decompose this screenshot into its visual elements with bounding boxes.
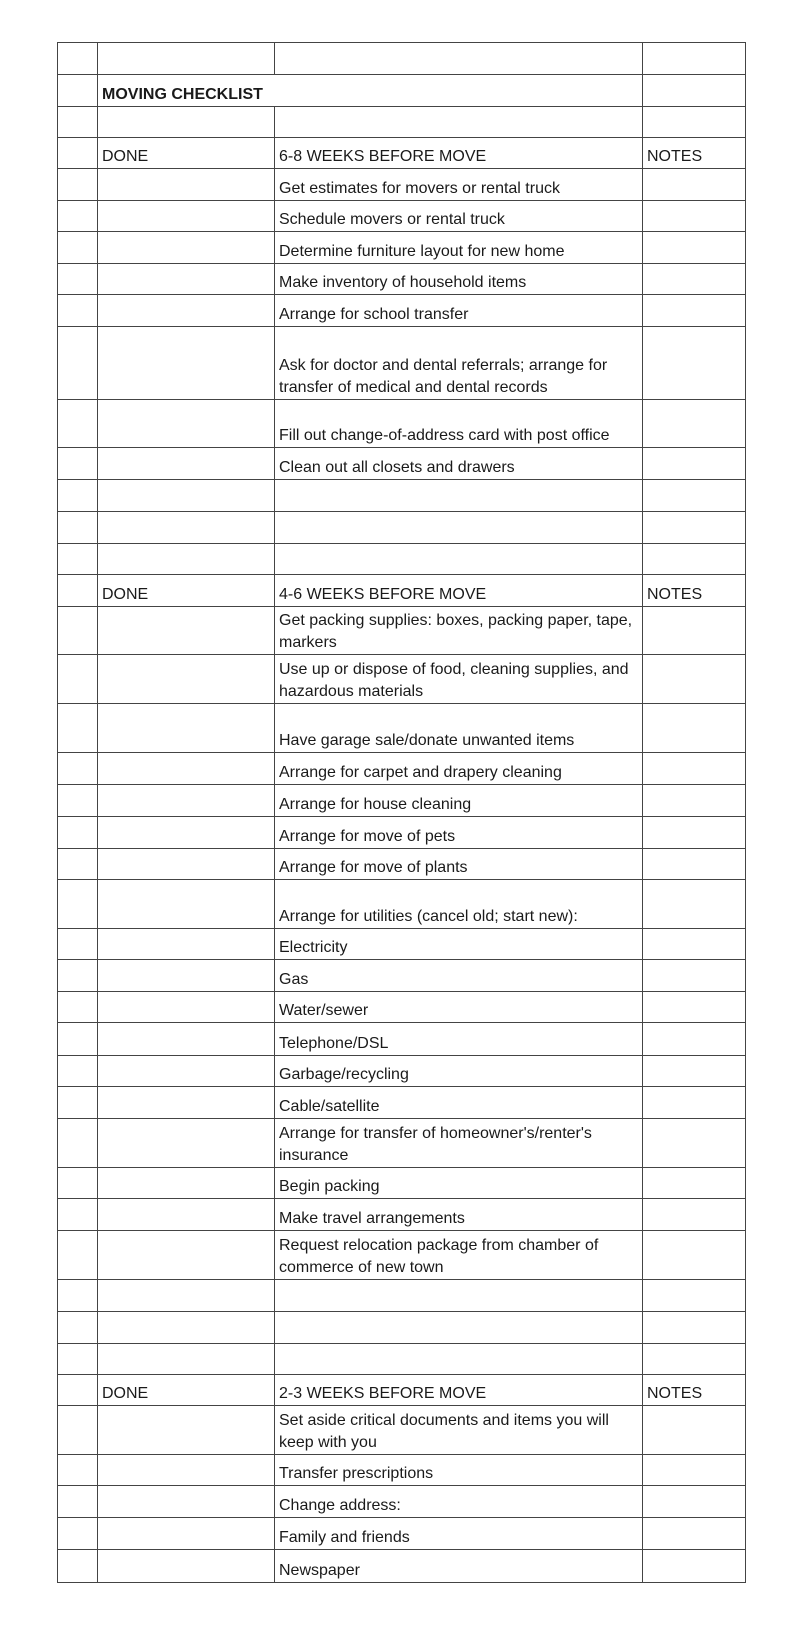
done-checkbox-cell[interactable] [98,607,275,655]
notes-cell[interactable] [643,1023,746,1056]
done-checkbox-cell[interactable] [98,1455,275,1486]
row-marker-cell [58,992,98,1023]
table-row [58,704,746,753]
notes-cell [643,75,746,107]
row-marker-cell [58,480,98,512]
section-header-row [58,575,746,607]
table-row [58,817,746,849]
done-checkbox-cell[interactable] [98,785,275,817]
task-text: Gas [275,960,643,992]
row-marker-cell [58,704,98,753]
row-marker-cell [58,327,98,400]
done-checkbox-cell [98,1344,275,1375]
table-row [58,264,746,295]
done-column-header: DONE [98,1375,275,1406]
task-text: Arrange for move of plants [275,849,643,880]
task-text: Telephone/DSL [275,1023,643,1056]
notes-column-header: NOTES [643,1375,746,1406]
table-row [58,1518,746,1550]
done-checkbox-cell[interactable] [98,753,275,785]
task-text: Water/sewer [275,992,643,1023]
row-marker-cell [58,960,98,992]
notes-cell [643,43,746,75]
notes-cell[interactable] [643,704,746,753]
row-marker-cell [58,817,98,849]
row-marker-cell [58,1550,98,1583]
row-marker-cell [58,1518,98,1550]
row-marker-cell [58,849,98,880]
done-checkbox-cell[interactable] [98,817,275,849]
table-row [58,1087,746,1119]
table-row [58,960,746,992]
table-row [58,43,746,75]
row-marker-cell [58,43,98,75]
notes-cell[interactable] [643,1168,746,1199]
section-header-row [58,138,746,169]
table-row [58,232,746,264]
notes-cell[interactable] [643,1056,746,1087]
done-checkbox-cell[interactable] [98,264,275,295]
notes-cell[interactable] [643,929,746,960]
table-row [58,1280,746,1312]
done-column-header: DONE [98,138,275,169]
notes-cell[interactable] [643,1486,746,1518]
task-text: Arrange for house cleaning [275,785,643,817]
row-marker-cell [58,1375,98,1406]
task-text: Garbage/recycling [275,1056,643,1087]
task-text: Get packing supplies: boxes, packing paper, tape, markers [275,607,643,655]
done-checkbox-cell[interactable] [98,448,275,480]
done-checkbox-cell[interactable] [98,1087,275,1119]
task-text: Electricity [275,929,643,960]
task-text: Arrange for carpet and drapery cleaning [275,753,643,785]
done-checkbox-cell[interactable] [98,1119,275,1168]
table-row [58,201,746,232]
row-marker-cell [58,929,98,960]
notes-cell [643,480,746,512]
task-text [275,43,643,75]
row-marker-cell [58,1087,98,1119]
done-checkbox-cell [98,43,275,75]
table-row [58,880,746,929]
done-checkbox-cell[interactable] [98,1168,275,1199]
done-checkbox-cell[interactable] [98,1486,275,1518]
row-marker-cell [58,1231,98,1280]
notes-cell[interactable] [643,817,746,849]
table-row [58,295,746,327]
section-header-row [58,1375,746,1406]
notes-cell[interactable] [643,169,746,201]
notes-cell[interactable] [643,232,746,264]
notes-cell[interactable] [643,400,746,448]
done-checkbox-cell[interactable] [98,327,275,400]
notes-cell [643,1312,746,1344]
task-text [275,480,643,512]
task-text: Begin packing [275,1168,643,1199]
row-marker-cell [58,753,98,785]
task-text: Family and friends [275,1518,643,1550]
table-row [58,480,746,512]
notes-cell[interactable] [643,1406,746,1455]
task-text: Arrange for utilities (cancel old; start new): [275,880,643,929]
title-row [58,75,746,107]
notes-cell [643,544,746,575]
table-row [58,655,746,704]
notes-column-header: NOTES [643,575,746,607]
row-marker-cell [58,1023,98,1056]
row-marker-cell [58,1168,98,1199]
table-row [58,512,746,544]
notes-cell[interactable] [643,264,746,295]
notes-cell[interactable] [643,960,746,992]
notes-cell[interactable] [643,655,746,704]
table-row [58,448,746,480]
row-marker-cell [58,1199,98,1231]
row-marker-cell [58,232,98,264]
notes-cell [643,1280,746,1312]
notes-cell[interactable] [643,607,746,655]
done-checkbox-cell[interactable] [98,1231,275,1280]
table-row [58,107,746,138]
row-marker-cell [58,400,98,448]
task-text: Make inventory of household items [275,264,643,295]
table-row [58,929,746,960]
table-row [58,1056,746,1087]
task-text [275,1344,643,1375]
task-text [275,1312,643,1344]
done-checkbox-cell[interactable] [98,400,275,448]
notes-cell[interactable] [643,448,746,480]
notes-cell [643,1344,746,1375]
moving-checklist-table [57,42,746,1583]
task-text [275,1280,643,1312]
table-row [58,1119,746,1168]
done-checkbox-cell[interactable] [98,992,275,1023]
table-row [58,169,746,201]
done-checkbox-cell[interactable] [98,1023,275,1056]
row-marker-cell [58,448,98,480]
row-marker-cell [58,1056,98,1087]
done-checkbox-cell[interactable] [98,232,275,264]
row-marker-cell [58,544,98,575]
task-text: Set aside critical documents and items you will keep with you [275,1406,643,1455]
done-checkbox-cell[interactable] [98,1406,275,1455]
notes-cell[interactable] [643,1455,746,1486]
task-text: Use up or dispose of food, cleaning supplies, and hazardous materials [275,655,643,704]
table-row [58,1023,746,1056]
notes-cell[interactable] [643,1550,746,1583]
notes-cell[interactable] [643,849,746,880]
done-checkbox-cell[interactable] [98,655,275,704]
task-text [275,544,643,575]
task-text: Clean out all closets and drawers [275,448,643,480]
done-checkbox-cell[interactable] [98,1056,275,1087]
done-checkbox-cell [98,480,275,512]
notes-cell [643,512,746,544]
row-marker-cell [58,1119,98,1168]
notes-cell[interactable] [643,1518,746,1550]
notes-cell[interactable] [643,1087,746,1119]
table-row [58,544,746,575]
row-marker-cell [58,264,98,295]
done-checkbox-cell[interactable] [98,929,275,960]
notes-cell[interactable] [643,992,746,1023]
row-marker-cell [58,785,98,817]
notes-cell[interactable] [643,785,746,817]
done-checkbox-cell[interactable] [98,880,275,929]
row-marker-cell [58,1455,98,1486]
task-text: Make travel arrangements [275,1199,643,1231]
notes-cell[interactable] [643,327,746,400]
section-title: 6-8 WEEKS BEFORE MOVE [275,138,643,169]
table-row [58,785,746,817]
table-row [58,753,746,785]
task-text: Arrange for transfer of homeowner's/renter's insurance [275,1119,643,1168]
notes-cell[interactable] [643,753,746,785]
row-marker-cell [58,512,98,544]
task-text: Schedule movers or rental truck [275,201,643,232]
task-text: Newspaper [275,1550,643,1583]
notes-cell[interactable] [643,1119,746,1168]
row-marker-cell [58,138,98,169]
done-checkbox-cell[interactable] [98,704,275,753]
table-row [58,1455,746,1486]
row-marker-cell [58,1344,98,1375]
task-text [275,107,643,138]
task-text: Determine furniture layout for new home [275,232,643,264]
table-row [58,1486,746,1518]
row-marker-cell [58,201,98,232]
notes-cell[interactable] [643,1231,746,1280]
table-row [58,849,746,880]
table-row [58,400,746,448]
done-checkbox-cell[interactable] [98,1550,275,1583]
done-checkbox-cell[interactable] [98,1199,275,1231]
table-row [58,1231,746,1280]
table-row [58,1312,746,1344]
row-marker-cell [58,1312,98,1344]
task-text: Arrange for move of pets [275,817,643,849]
done-checkbox-cell [98,107,275,138]
checklist-title: MOVING CHECKLIST [98,75,643,107]
done-checkbox-cell[interactable] [98,849,275,880]
done-checkbox-cell[interactable] [98,1518,275,1550]
done-checkbox-cell [98,1312,275,1344]
task-text: Fill out change-of-address card with post office [275,400,643,448]
notes-cell [643,107,746,138]
table-row [58,992,746,1023]
table-row [58,1344,746,1375]
row-marker-cell [58,169,98,201]
row-marker-cell [58,1406,98,1455]
task-text: Change address: [275,1486,643,1518]
task-text: Ask for doctor and dental referrals; arrange for transfer of medical and dental records [275,327,643,400]
done-column-header: DONE [98,575,275,607]
done-checkbox-cell [98,544,275,575]
row-marker-cell [58,575,98,607]
table-row [58,607,746,655]
row-marker-cell [58,295,98,327]
done-checkbox-cell [98,512,275,544]
section-title: 4-6 WEEKS BEFORE MOVE [275,575,643,607]
task-text [275,512,643,544]
task-text: Transfer prescriptions [275,1455,643,1486]
row-marker-cell [58,107,98,138]
task-text: Cable/satellite [275,1087,643,1119]
notes-cell[interactable] [643,295,746,327]
notes-cell[interactable] [643,1199,746,1231]
notes-column-header: NOTES [643,138,746,169]
table-row [58,1168,746,1199]
notes-cell[interactable] [643,201,746,232]
row-marker-cell [58,655,98,704]
row-marker-cell [58,1486,98,1518]
table-row [58,1199,746,1231]
done-checkbox-cell[interactable] [98,295,275,327]
done-checkbox-cell[interactable] [98,960,275,992]
task-text: Arrange for school transfer [275,295,643,327]
row-marker-cell [58,880,98,929]
done-checkbox-cell [98,1280,275,1312]
done-checkbox-cell[interactable] [98,169,275,201]
done-checkbox-cell[interactable] [98,201,275,232]
section-title: 2-3 WEEKS BEFORE MOVE [275,1375,643,1406]
table-row [58,1406,746,1455]
task-text: Have garage sale/donate unwanted items [275,704,643,753]
task-text: Request relocation package from chamber of commerce of new town [275,1231,643,1280]
table-row [58,1550,746,1583]
row-marker-cell [58,607,98,655]
task-text: Get estimates for movers or rental truck [275,169,643,201]
row-marker-cell [58,75,98,107]
row-marker-cell [58,1280,98,1312]
table-row [58,327,746,400]
notes-cell[interactable] [643,880,746,929]
